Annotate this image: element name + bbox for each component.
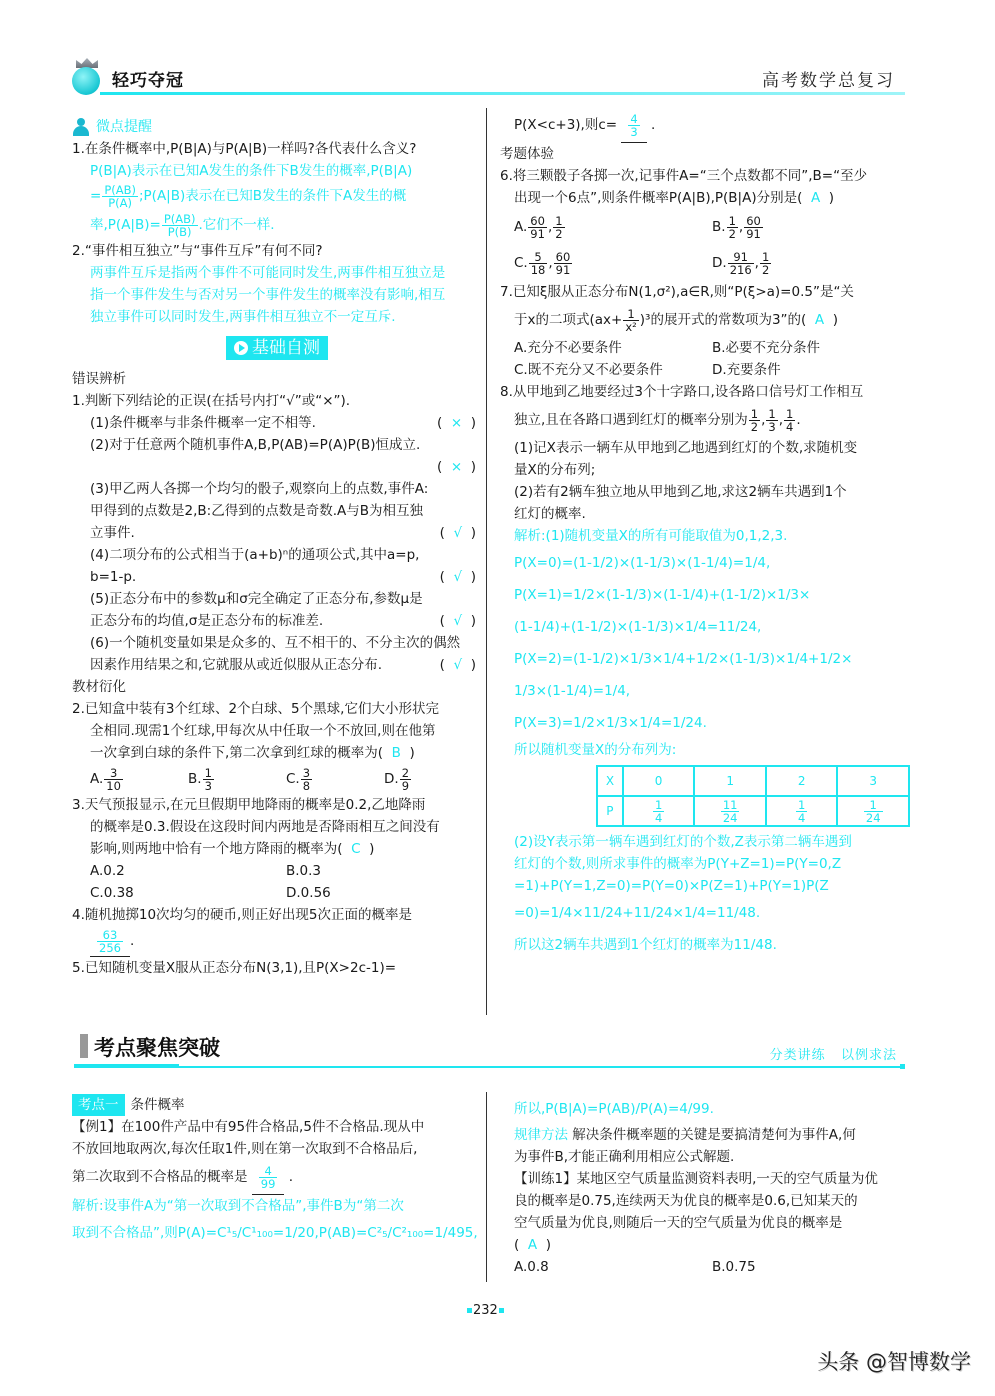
play-icon	[234, 341, 248, 355]
knowledge-point-heading: 考点一 条件概率	[72, 1094, 482, 1116]
judge-item-3: (3)甲乙两人各掷一个均匀的骰子,观察向上的点数,事件A:	[90, 481, 429, 497]
question-8-sub2-line-2: 红灯的概率.	[514, 506, 586, 522]
crown-ball-logo-icon	[70, 58, 106, 96]
tip-answer-1-line-1: P(B|A)表示在已知A发生的条件下B发生的概率,P(B|A)	[90, 163, 413, 179]
question-8-line-1: 8.从甲地到乙地要经过3个十字路口,设各路口信号灯工作相互	[500, 384, 864, 400]
question-5-line-2: P(X<c+3),则c= $\frac{4}{3}$ .	[500, 108, 910, 143]
question-2-line-1: 2.已知盒中装有3个红球、2个白球、5个黑球,它们大小形状完	[72, 701, 439, 717]
option-c: C. $\frac{3}{8}$	[286, 765, 311, 793]
solution-p2-b: 1/3×(1-1/4)=1/4,	[514, 683, 631, 699]
solution-p1-a: P(X=1)=1/2×(1-1/3)×(1-1/4)+(1-1/2)×1/3×	[514, 587, 811, 603]
judge-item-1: (1)条件概率与非条件概率一定不相等. ( × )	[90, 415, 476, 431]
question-6-options-row-1: A. $\frac{60}{91}$ , $\frac{1}{2}$ B. $\frac{1}{2}$ , $\frac{60}{91}$	[514, 213, 761, 241]
question-8-sub2-line-1: (2)若有2辆车独立地从甲地到乙地,求这2辆车共遇到1个	[514, 484, 847, 500]
table-row: P $\frac{1}{4}$ $\frac{11}{24}$ $\frac{1}{4}$ $\frac{1}{24}$	[597, 796, 909, 826]
tip-answer-1-line-2: = $\frac{P(AB)}{P(A)}$ ;P(A|B)表示在已知B发生的条件下A发生的概	[90, 182, 407, 210]
option-b: B. $\frac{1}{3}$	[188, 765, 212, 793]
question-3-options-row-2: C.0.38 D.0.56	[90, 885, 331, 901]
example-1-line-1: 【例1】在100件产品中有95件合格品,5件不合格品.现从中	[72, 1119, 425, 1135]
tips-title: 微点提醒	[96, 119, 152, 135]
solution-p0: P(X=0)=(1-1/2)×(1-1/3)×(1-1/4)=1/4,	[514, 555, 771, 571]
question-2-line-2: 全相同.现需1个红球,甲每次从中任取一个不放回,则在他第	[90, 723, 436, 739]
training-1-line-1: 【训练1】某地区空气质量监测资料表明,一天的空气质量为优	[514, 1171, 878, 1187]
question-8-line-2: 独立,且在各路口遇到红灯的概率分别为 $\frac{1}{2}$ , $\frac{1}{3}$ , $\frac{1}{4}$ .	[514, 406, 801, 434]
judge-item-5-line-2: 正态分布的均值,σ是正态分布的标准差. ( √ )	[90, 613, 476, 629]
judge-item-6-line-2: 因素作用结果之和,它就服从或近似服从正态分布. ( √ )	[90, 657, 476, 673]
solution-part2-line-1: (2)设Y表示第一辆车遇到红灯的个数,Z表示第二辆车遇到	[514, 834, 852, 850]
question-3-line-2: 的概率是0.3.假设在这段时间内两地是否降雨相互之间没有	[90, 819, 440, 835]
example-1-line-3: 第二次取到不合格品的概率是 $\frac{4}{99}$ .	[72, 1160, 482, 1195]
page-number: 232	[467, 1303, 504, 1318]
question-6-options-row-2: C. $\frac{5}{18}$ , $\frac{60}{91}$ D. $\frac{91}{216}$ , $\frac{1}{2}$	[514, 249, 770, 277]
solution-p2-a: P(X=2)=(1-1/2)×1/3×1/4+1/2×(1-1/3)×1/4+1/2×	[514, 651, 853, 667]
watermark: 头条 @智博数学	[817, 1350, 971, 1374]
solution-conclusion: 所以这2辆车共遇到1个红灯的概率为11/48.	[514, 937, 777, 953]
bottom-left-column	[72, 1094, 482, 1249]
column-divider	[486, 1092, 487, 1282]
tip-question-2: 2.“事件相互独立”与“事件互斥”有何不同?	[72, 243, 323, 259]
solution-line-1: 解析:(1)随机变量X的所有可能取值为0,1,2,3.	[514, 528, 788, 544]
example-1-solution-line-2: 取到不合格品”,则P(A)=C¹₅/C¹₁₀₀=1/20,P(AB)=C²₅/C²₁₀₀=1/495,	[72, 1225, 478, 1241]
question-5-line-1: 5.已知随机变量X服从正态分布N(3,1),且P(X>2c-1)=	[72, 960, 397, 976]
example-1-solution-line-3: 所以,P(B|A)=P(AB)/P(A)=4/99.	[514, 1101, 714, 1117]
header-divider	[100, 92, 905, 95]
question-2-options	[72, 764, 482, 794]
tip-answer-1-line-3: 率,P(A|B)= $\frac{P(AB)}{P(B)}$ .它们不一样.	[90, 211, 275, 239]
question-7-line-1: 7.已知ξ服从正态分布N(1,σ²),a∈R,则“P(ξ>a)=0.5”是“关	[500, 284, 854, 300]
section-subtitle: 分类讲练 以例求法	[769, 1048, 897, 1063]
distribution-table	[596, 765, 910, 827]
example-1-line-2: 不放回地取两次,每次任取1件,则在第一次取到不合格品后,	[72, 1141, 418, 1157]
question-7-options-row-1: A.充分不必要条件 B.必要不充分条件	[514, 340, 821, 356]
self-test-badge: 基础自测	[226, 336, 328, 360]
table-row: X 0 1 2 3	[597, 766, 909, 796]
question-2-line-3: 一次拿到白球的条件下,第二次拿到红球的概率为( B )	[90, 745, 415, 761]
judge-item-2: (2)对于任意两个随机事件A,B,P(AB)=P(A)P(B)恒成立.	[90, 437, 421, 453]
textbook-heading: 教材衍化	[72, 679, 126, 695]
solution-part2-line-4: =0)=1/4×11/24+11/24×1/4=11/48.	[514, 905, 761, 921]
option-d: D. $\frac{2}{9}$	[384, 765, 410, 793]
question-8-sub1-line-2: 量X的分布列;	[514, 462, 596, 478]
solution-table-intro: 所以随机变量X的分布列为:	[514, 742, 677, 758]
question-3-options-row-1: A.0.2 B.0.3	[90, 863, 322, 879]
tip-answer-2-line-2: 指一个事件发生与否对另一个事件发生的概率没有影响,相互	[90, 287, 446, 303]
section-bar-icon	[80, 1034, 88, 1058]
left-column	[72, 116, 482, 979]
question-6-line-2: 出现一个6点”,则条件概率P(A|B),P(B|A)分别是( A )	[514, 190, 835, 206]
column-divider	[486, 108, 487, 1015]
section-divider-accent	[74, 1064, 179, 1068]
question-7-options-row-2: C.既不充分又不必要条件 D.充要条件	[514, 362, 781, 378]
judge-item-6: (6)一个随机变量如果是众多的、互不相干的、不分主次的偶然	[90, 635, 461, 651]
question-7-line-2: 于x的二项式(ax+ $\frac{1}{\text{x²}}$ )³的展开式的常数项为3”的( A )	[514, 306, 838, 334]
tip-answer-2-line-3: 独立事件可以同时发生,两事件相互独立不一定互斥.	[90, 309, 396, 325]
knowledge-point-badge: 考点一	[72, 1094, 125, 1116]
question-3-line-3: 影响,则两地中恰有一个地方降雨的概率为( C )	[90, 841, 375, 857]
question-4-line-1: 4.随机抛掷10次均匀的硬币,则正好出现5次正面的概率是	[72, 907, 412, 923]
solution-part2-line-3: =1)+P(Y=1,Z=0)=P(Y=0)×P(Z=1)+P(Y=1)P(Z	[514, 878, 829, 894]
bottom-right-column	[500, 1094, 910, 1278]
judge-item-2-mark: ( × )	[436, 459, 476, 475]
method-line-2: 为事件B,才能正确利用相应公式解题.	[514, 1149, 735, 1165]
judge-item-4-line-2: b=1-p. ( √ )	[90, 569, 476, 585]
example-1-solution-line-1: 解析:设事件A为“第一次取到不合格品”,事件B为“第二次	[72, 1198, 404, 1214]
training-1-line-2: 良的概率是0.75,连续两天为优良的概率是0.6,已知某天的	[514, 1193, 858, 1209]
section-divider	[74, 1066, 904, 1068]
person-pointing-icon	[72, 118, 92, 136]
question-1: 1.判断下列结论的正误(在括号内打“√”或“×”).	[72, 393, 351, 409]
section-title: 考点聚焦突破	[94, 1035, 220, 1060]
right-column	[500, 108, 910, 961]
judge-item-3-line-3: 立事件. ( √ )	[90, 525, 476, 541]
judge-item-4: (4)二项分布的公式相当于(a+b)ⁿ的通项公式,其中a=p,	[90, 547, 420, 563]
question-3-line-1: 3.天气预报显示,在元旦假期甲地降雨的概率是0.2,乙地降雨	[72, 797, 426, 813]
brand-name: 轻巧夺冠	[112, 71, 184, 91]
self-test-badge-row	[72, 336, 482, 362]
page-header	[70, 58, 905, 98]
tip-question-1: 1.在条件概率中,P(B|A)与P(A|B)一样吗?各代表什么含义?	[72, 141, 417, 157]
section-dot-icon	[900, 1064, 905, 1069]
error-analysis-heading: 错误辨析	[72, 371, 126, 387]
solution-p3: P(X=3)=1/2×1/3×1/4=1/24.	[514, 715, 707, 731]
option-a: A. $\frac{3}{10}$	[90, 765, 121, 793]
question-6-line-1: 6.将三颗骰子各掷一次,记事件A=“三个点数都不同”,B=“至少	[500, 168, 868, 184]
question-4-answer: $\frac{63}{256}$ .	[72, 926, 482, 957]
section-header	[70, 1028, 905, 1070]
training-1-answer: ( A )	[514, 1237, 551, 1253]
question-8-sub1-line-1: (1)记X表示一辆车从甲地到乙地遇到红灯的个数,求随机变	[514, 440, 858, 456]
judge-item-5: (5)正态分布中的参数μ和σ完全确定了正态分布,参数μ是	[90, 591, 423, 607]
solution-part2-line-2: 红灯的个数,则所求事件的概率为P(Y+Z=1)=P(Y=0,Z	[514, 856, 842, 872]
book-title: 高考数学总复习	[762, 71, 895, 91]
training-1-line-3: 空气质量为优良,则随后一天的空气质量为优良的概率是	[514, 1215, 843, 1231]
method-line-1: 规律方法 解决条件概率题的关键是要搞清楚何为事件A,何	[514, 1127, 856, 1143]
tips-heading	[72, 116, 482, 138]
solution-p1-b: (1-1/4)+(1-1/2)×(1-1/3)×1/4=11/24,	[514, 619, 762, 635]
training-1-options: A.0.8 B.0.75	[514, 1259, 756, 1275]
exam-heading: 考题体验	[500, 146, 554, 162]
judge-item-3-line-2: 甲得到的点数是2,B:乙得到的点数是奇数.A与B为相互独	[90, 503, 423, 519]
tip-answer-2-line-1: 两事件互斥是指两个事件不可能同时发生,两事件相互独立是	[90, 265, 446, 281]
